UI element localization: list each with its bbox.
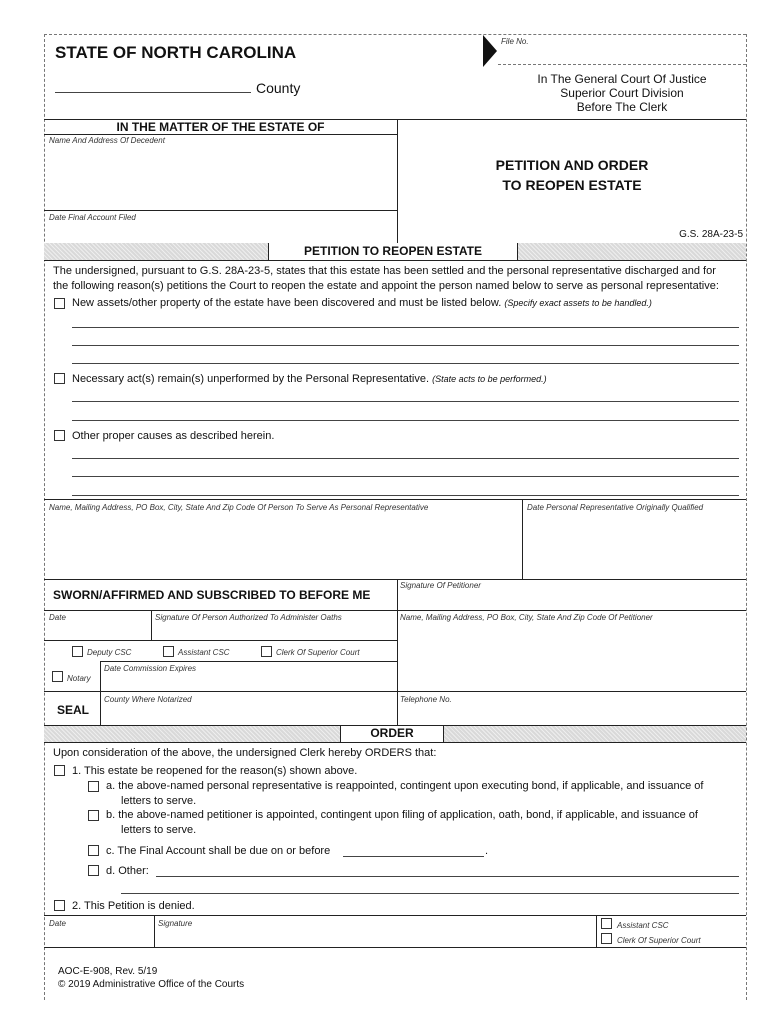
assets-line-2[interactable] — [72, 345, 739, 346]
court-line-2: Superior Court Division — [560, 86, 684, 100]
petitioner-signature-field[interactable] — [398, 591, 745, 609]
final-account-label: Date Final Account Filed — [49, 213, 136, 222]
deputy-csc-checkbox[interactable] — [72, 646, 83, 657]
assets-line-3[interactable] — [72, 363, 739, 364]
petition-band-bottom — [44, 260, 746, 261]
sworn-row3-rule — [44, 640, 397, 641]
pr-address-label: Name, Mailing Address, PO Box, City, State And Zip Code Of Person To Serve As Personal Representative — [49, 503, 429, 512]
order-a-line-2: letters to serve. — [121, 795, 197, 807]
order-d-line-2[interactable] — [121, 893, 739, 894]
order-b-line-2: letters to serve. — [121, 824, 197, 836]
frame-top — [44, 34, 746, 35]
order-reopen-label: 1. This estate be reopened for the reason(s) shown above. — [72, 765, 358, 777]
county-label: County — [256, 80, 301, 96]
order-band-top — [44, 725, 746, 726]
assets-line-1[interactable] — [72, 327, 739, 328]
order-c-period: . — [485, 845, 489, 857]
order-c-date-line[interactable] — [343, 856, 484, 857]
sworn-date-divider — [151, 610, 152, 640]
order-d-checkbox[interactable] — [88, 865, 99, 876]
other-causes-label: Other proper causes as described herein. — [72, 430, 275, 442]
state-title: STATE OF NORTH CAROLINA — [55, 43, 297, 62]
order-d-label: d. Other: — [106, 865, 149, 877]
order-sig-divider — [596, 915, 597, 947]
court-line-1: In The General Court Of Justice — [537, 72, 707, 86]
notary-label: Notary — [67, 674, 91, 683]
deputy-csc-label: Deputy CSC — [87, 648, 132, 657]
acts-line-1[interactable] — [72, 401, 739, 402]
sworn-date-label: Date — [49, 613, 66, 622]
sworn-row5-rule — [44, 691, 746, 692]
order-clerk-label: Clerk Of Superior Court — [617, 936, 701, 945]
county-line — [55, 92, 251, 93]
order-band-bottom — [44, 742, 746, 743]
form-number: AOC-E-908, Rev. 5/19 — [58, 966, 158, 977]
decedent-field[interactable] — [45, 146, 396, 208]
estate-heading-rule — [44, 134, 397, 135]
file-no-label: File No. — [501, 37, 529, 46]
admin-signature-label: Signature Of Person Authorized To Administer Oaths — [155, 613, 342, 622]
order-date-label: Date — [49, 919, 66, 928]
decedent-label: Name And Address Of Decedent — [49, 136, 165, 145]
order-deny-label: 2. This Petition is denied. — [72, 900, 195, 912]
order-assistant-label: Assistant CSC — [617, 921, 669, 930]
estate-heading: IN THE MATTER OF THE ESTATE OF — [116, 120, 325, 134]
other-line-1[interactable] — [72, 458, 739, 459]
order-assistant-checkbox[interactable] — [601, 918, 612, 929]
order-a-checkbox[interactable] — [88, 781, 99, 792]
other-line-3[interactable] — [72, 495, 739, 496]
pr-address-field[interactable] — [45, 514, 521, 578]
order-signature-field[interactable] — [155, 928, 595, 946]
sworn-top-rule — [44, 579, 746, 580]
order-signature-label: Signature — [158, 919, 193, 928]
acts-line-2[interactable] — [72, 420, 739, 421]
pr-date-field[interactable] — [523, 514, 745, 578]
file-no-line — [498, 64, 746, 65]
pr-date-label: Date Personal Representative Originally Qualified — [527, 503, 704, 512]
new-assets-note: (Specify exact assets to be handled.) — [504, 298, 652, 308]
commission-label: Date Commission Expires — [104, 664, 197, 673]
file-arrow — [483, 35, 497, 67]
commission-field[interactable] — [101, 674, 396, 690]
frame-right — [746, 34, 747, 1000]
new-assets-text: New assets/other property of the estate have been discovered and must be listed below. — [72, 297, 502, 309]
petitioner-signature-label: Signature Of Petitioner — [400, 581, 481, 590]
acts-text: Necessary act(s) remain(s) unperformed by the Personal Representative. — [72, 373, 430, 385]
notary-checkbox[interactable] — [52, 671, 63, 682]
petitioner-address-label: Name, Mailing Address, PO Box, City, State And Zip Code Of Petitioner — [400, 613, 653, 622]
sworn-heading: SWORN/AFFIRMED AND SUBSCRIBED TO BEFORE ME — [53, 588, 371, 602]
acts-label — [72, 373, 547, 385]
other-line-2[interactable] — [72, 476, 739, 477]
order-b-line-1: b. the above-named petitioner is appointed, contingent upon filing of application, oath, bond, if applicable, and issuance of — [106, 809, 698, 821]
statute-ref: G.S. 28A-23-5 — [679, 229, 743, 240]
order-sig-top-rule — [44, 915, 746, 916]
clerk-superior-label: Clerk Of Superior Court — [276, 648, 360, 657]
assistant-csc-checkbox[interactable] — [163, 646, 174, 657]
order-reopen-checkbox[interactable] — [54, 765, 65, 776]
seal-label: SEAL — [57, 703, 90, 717]
acts-note: (State acts to be performed.) — [432, 374, 547, 384]
order-intro: Upon consideration of the above, the undersigned Clerk hereby ORDERS that: — [53, 747, 437, 759]
order-title: ORDER — [340, 725, 444, 742]
petition-intro-1: The undersigned, pursuant to G.S. 28A-23-5, states that this estate has been settled and the personal representative discharged and for — [53, 265, 716, 277]
sworn-row2-rule — [44, 610, 746, 611]
clerk-superior-checkbox[interactable] — [261, 646, 272, 657]
order-a-line-1: a. the above-named personal representative is reappointed, contingent upon executing bond, if applicable, and issuance of — [106, 780, 704, 792]
order-d-line-1[interactable] — [156, 876, 739, 877]
form-title-2: TO REOPEN ESTATE — [502, 177, 642, 193]
pr-top-rule — [44, 499, 746, 500]
final-account-rule — [44, 210, 397, 211]
notary-county-label: County Where Notarized — [104, 695, 192, 704]
other-causes-checkbox[interactable] — [54, 430, 65, 441]
order-sig-bottom-rule — [44, 947, 746, 948]
court-line-3: Before The Clerk — [576, 100, 668, 114]
notary-county-field[interactable] — [101, 705, 396, 723]
petitioner-address-field[interactable] — [398, 624, 745, 690]
copyright: © 2019 Administrative Office of the Courts — [58, 979, 245, 990]
order-deny-checkbox[interactable] — [54, 900, 65, 911]
acts-checkbox[interactable] — [54, 373, 65, 384]
order-date-field[interactable] — [45, 928, 153, 946]
new-assets-checkbox[interactable] — [54, 298, 65, 309]
telephone-field[interactable] — [398, 705, 745, 723]
order-clerk-checkbox[interactable] — [601, 933, 612, 944]
final-account-field[interactable] — [45, 222, 396, 242]
order-c-checkbox[interactable] — [88, 845, 99, 856]
new-assets-label — [72, 297, 652, 309]
form-title-1: PETITION AND ORDER — [495, 157, 649, 173]
order-b-checkbox[interactable] — [88, 810, 99, 821]
assistant-csc-label: Assistant CSC — [178, 648, 230, 657]
telephone-label: Telephone No. — [400, 695, 452, 704]
sworn-row4-rule — [100, 661, 397, 662]
petition-title: PETITION TO REOPEN ESTATE — [268, 243, 518, 260]
petition-intro-2: the following reason(s) petitions the Court to reopen the estate and appoint the person named below to serve as personal representative: — [53, 280, 719, 292]
order-c-label: c. The Final Account shall be due on or before — [106, 845, 331, 857]
